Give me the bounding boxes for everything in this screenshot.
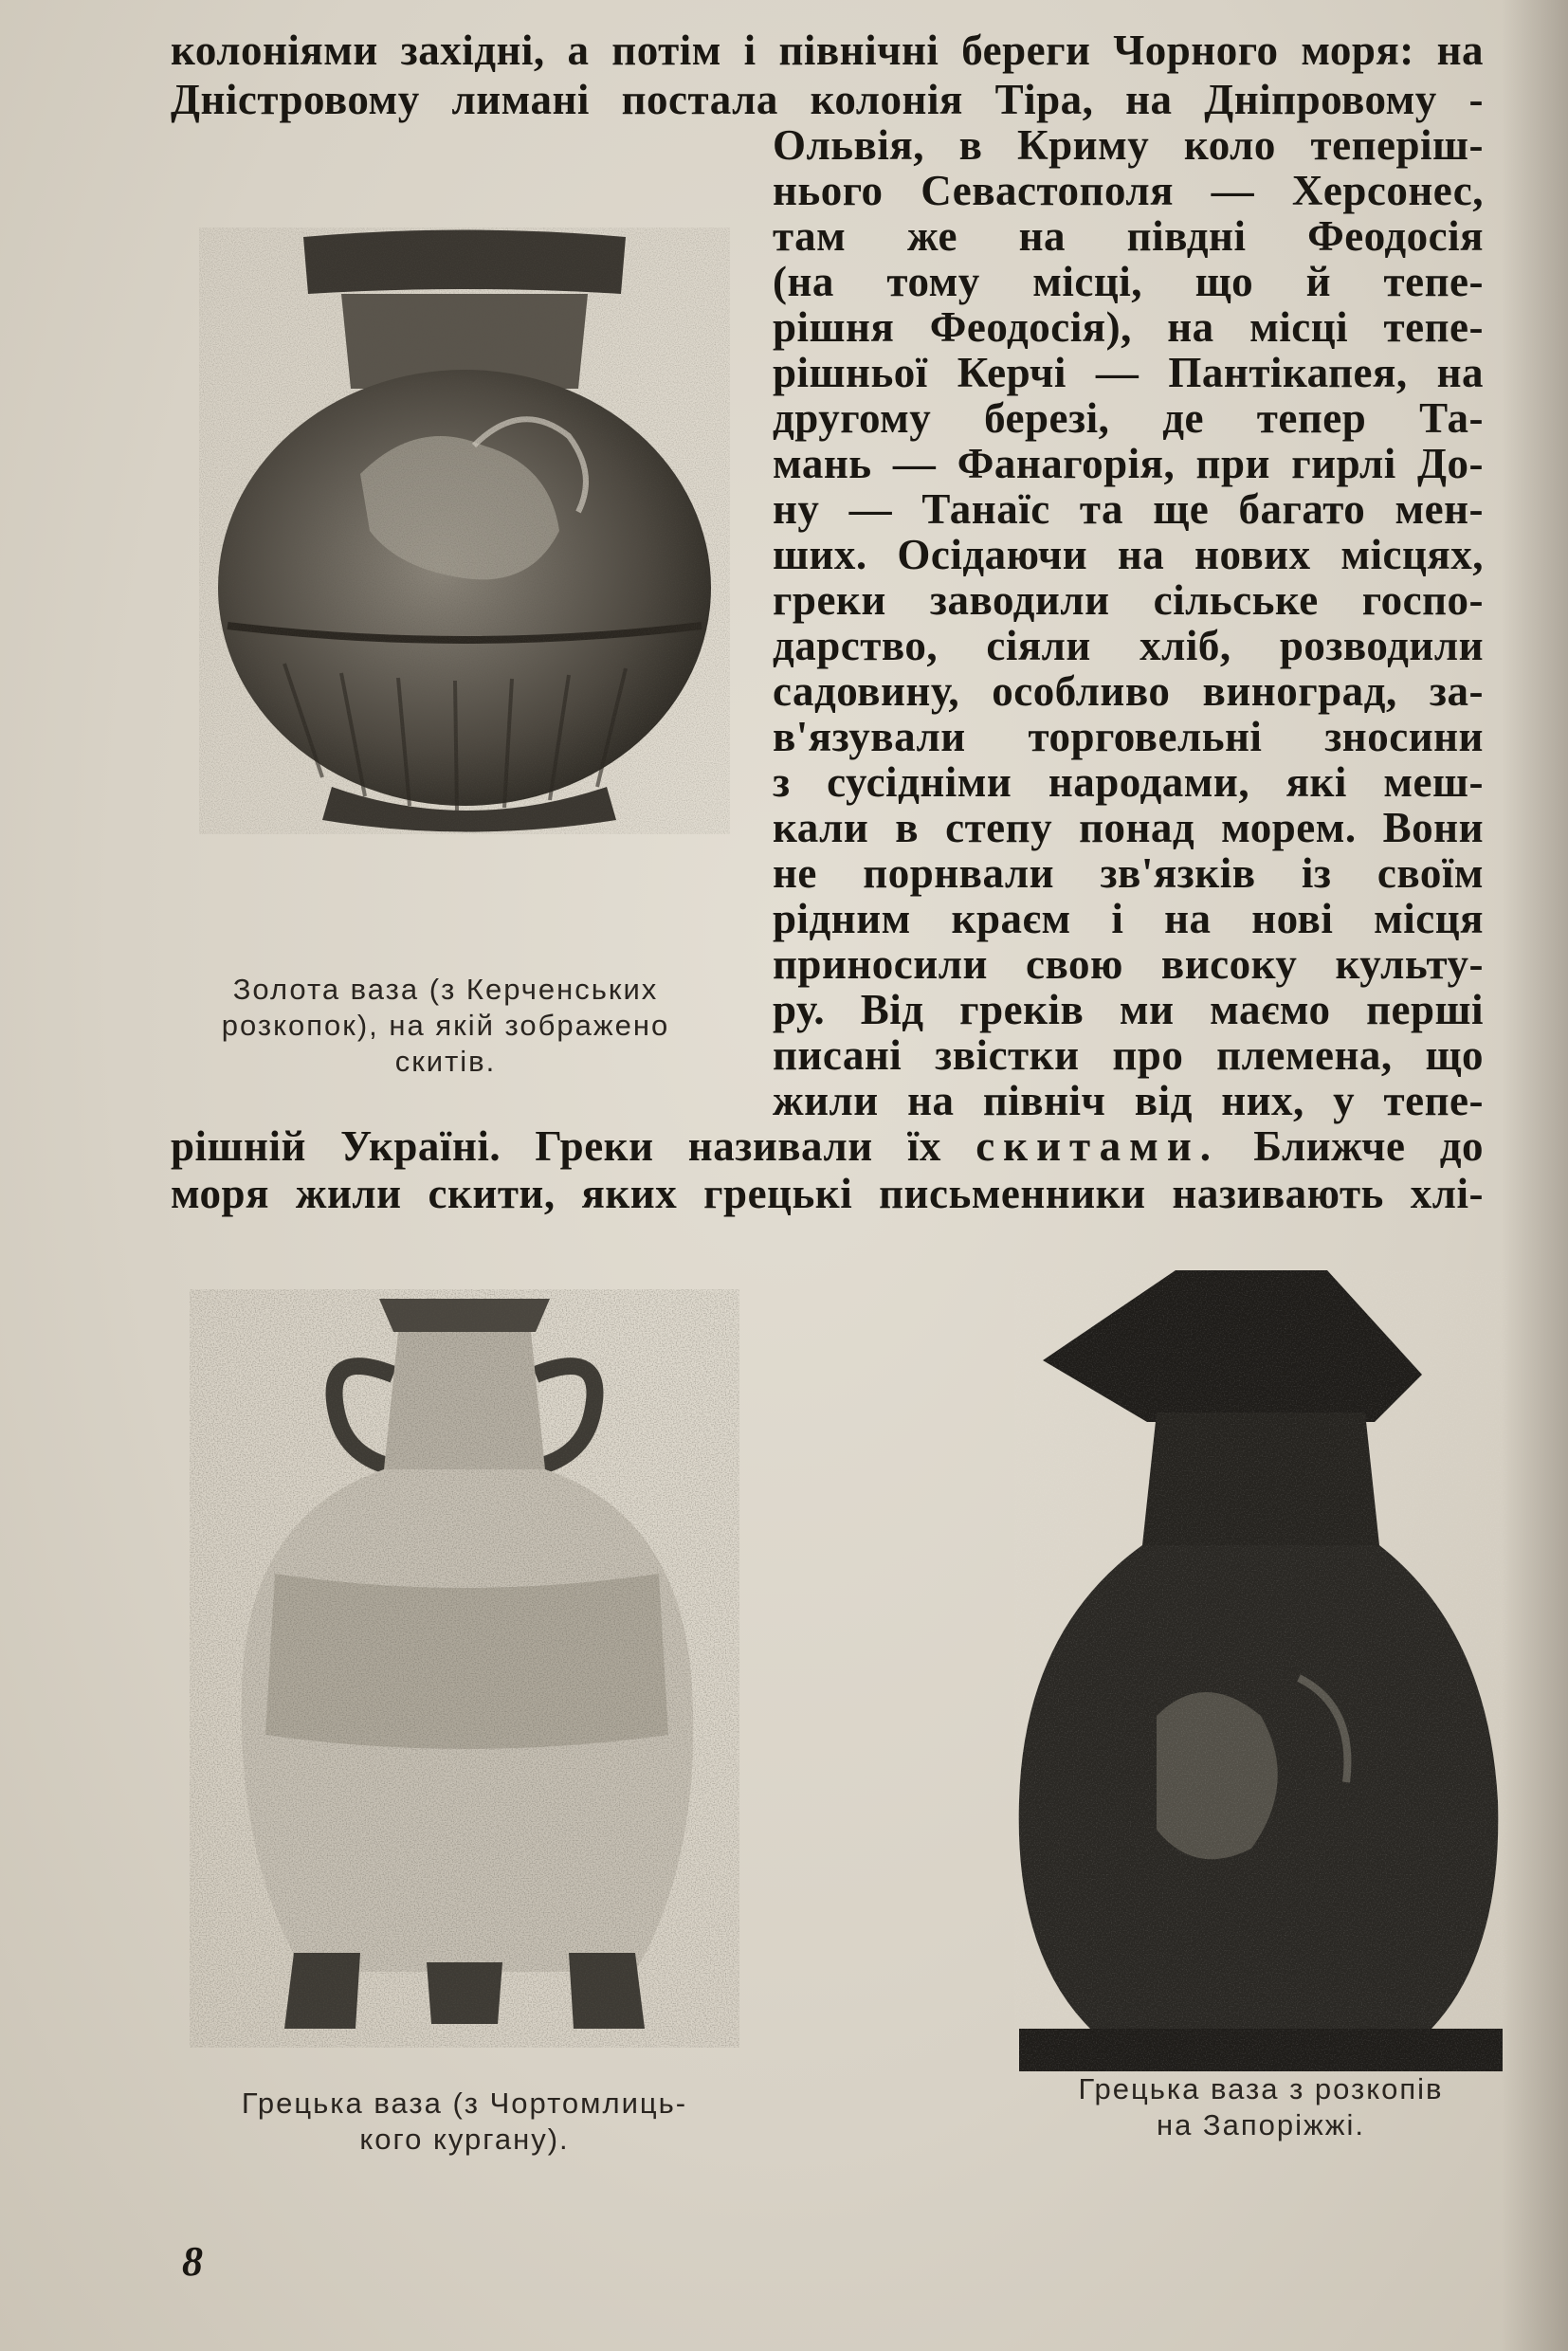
- text-line-25: [171, 1122, 1484, 1170]
- text-line-2: Дністровому лимані постала колонія Тіра, на Дніпровому -: [171, 76, 1484, 123]
- emphasized-word-scythians: скитами.: [975, 1122, 1219, 1170]
- text-line-4: нього Севастополя — Херсонес,: [773, 167, 1484, 214]
- text-line-13: греки заводили сільське госпо-: [773, 576, 1484, 624]
- chortomlyk-vase-caption: [161, 2086, 768, 2158]
- text-line-23: писані звістки про племена, що: [773, 1031, 1484, 1079]
- text-line-10: мань — Фанагорія, при гирлі До-: [773, 440, 1484, 487]
- text-line-3: Ольвія, в Криму коло теперіш-: [773, 121, 1484, 169]
- text-line-1: колоніями західні, а потім і північні береги Чорного моря: на: [171, 27, 1484, 74]
- chortomlyk-vase-image: [190, 1289, 739, 2048]
- zaporizhzhia-vase-caption: [1005, 2071, 1517, 2143]
- zaporizhzhia-vase-image: [1014, 1270, 1507, 2076]
- text-line-5: там же на півдні Феодосія: [773, 212, 1484, 260]
- text-line-14: дарство, сіяли хліб, розводили: [773, 622, 1484, 669]
- caption-line: на Запоріжжі.: [1156, 2108, 1366, 2141]
- caption-line: кого кургану).: [359, 2123, 570, 2156]
- golden-vase-image: [199, 228, 730, 834]
- text-line-17: з сусідніми народами, які меш-: [773, 758, 1484, 806]
- text-line-20: рідним краєм і на нові місця: [773, 895, 1484, 942]
- text-line-7: рішня Феодосія), на місці тепе-: [773, 303, 1484, 351]
- text-line-12: ших. Осідаючи на нових місцях,: [773, 531, 1484, 578]
- caption-line: розкопок), на якій зображено: [221, 1009, 670, 1042]
- text-line-25-end: Ближче до: [1253, 1122, 1485, 1170]
- text-line-18: кали в степу понад морем. Вони: [773, 804, 1484, 851]
- text-line-11: ну — Танаїс та ще багато мен-: [773, 485, 1484, 533]
- page-number: 8: [182, 2238, 203, 2285]
- caption-line: Золота ваза (з Керченських: [232, 973, 659, 1006]
- text-line-21: приносили свою високу культу-: [773, 940, 1484, 988]
- caption-line: Грецька ваза з розкопів: [1078, 2072, 1444, 2105]
- text-line-8: рішньої Керчі — Пантікапея, на: [773, 349, 1484, 396]
- text-line-6: (на тому місці, що й тепе-: [773, 258, 1484, 305]
- text-line-24: жили на північ від них, у тепе-: [773, 1077, 1484, 1124]
- text-line-25-start: рішній Україні. Греки називали їх: [171, 1122, 941, 1170]
- text-line-16: в'язували торговельні зносини: [773, 713, 1484, 760]
- text-line-22: ру. Від греків ми маємо перші: [773, 986, 1484, 1033]
- golden-vase-caption: [142, 972, 749, 1080]
- caption-line: Грецька ваза (з Чортомлиць-: [241, 2087, 688, 2120]
- text-line-26: моря жили скити, яких грецькі письменники називають хлі-: [171, 1170, 1484, 1217]
- text-line-19: не порнвали зв'язків із своїм: [773, 849, 1484, 897]
- text-line-15: садовину, особливо виноград, за-: [773, 667, 1484, 715]
- page-edge-shadow: [1502, 0, 1568, 2351]
- caption-line: скитів.: [394, 1045, 497, 1078]
- text-line-9: другому березі, де тепер Та-: [773, 394, 1484, 442]
